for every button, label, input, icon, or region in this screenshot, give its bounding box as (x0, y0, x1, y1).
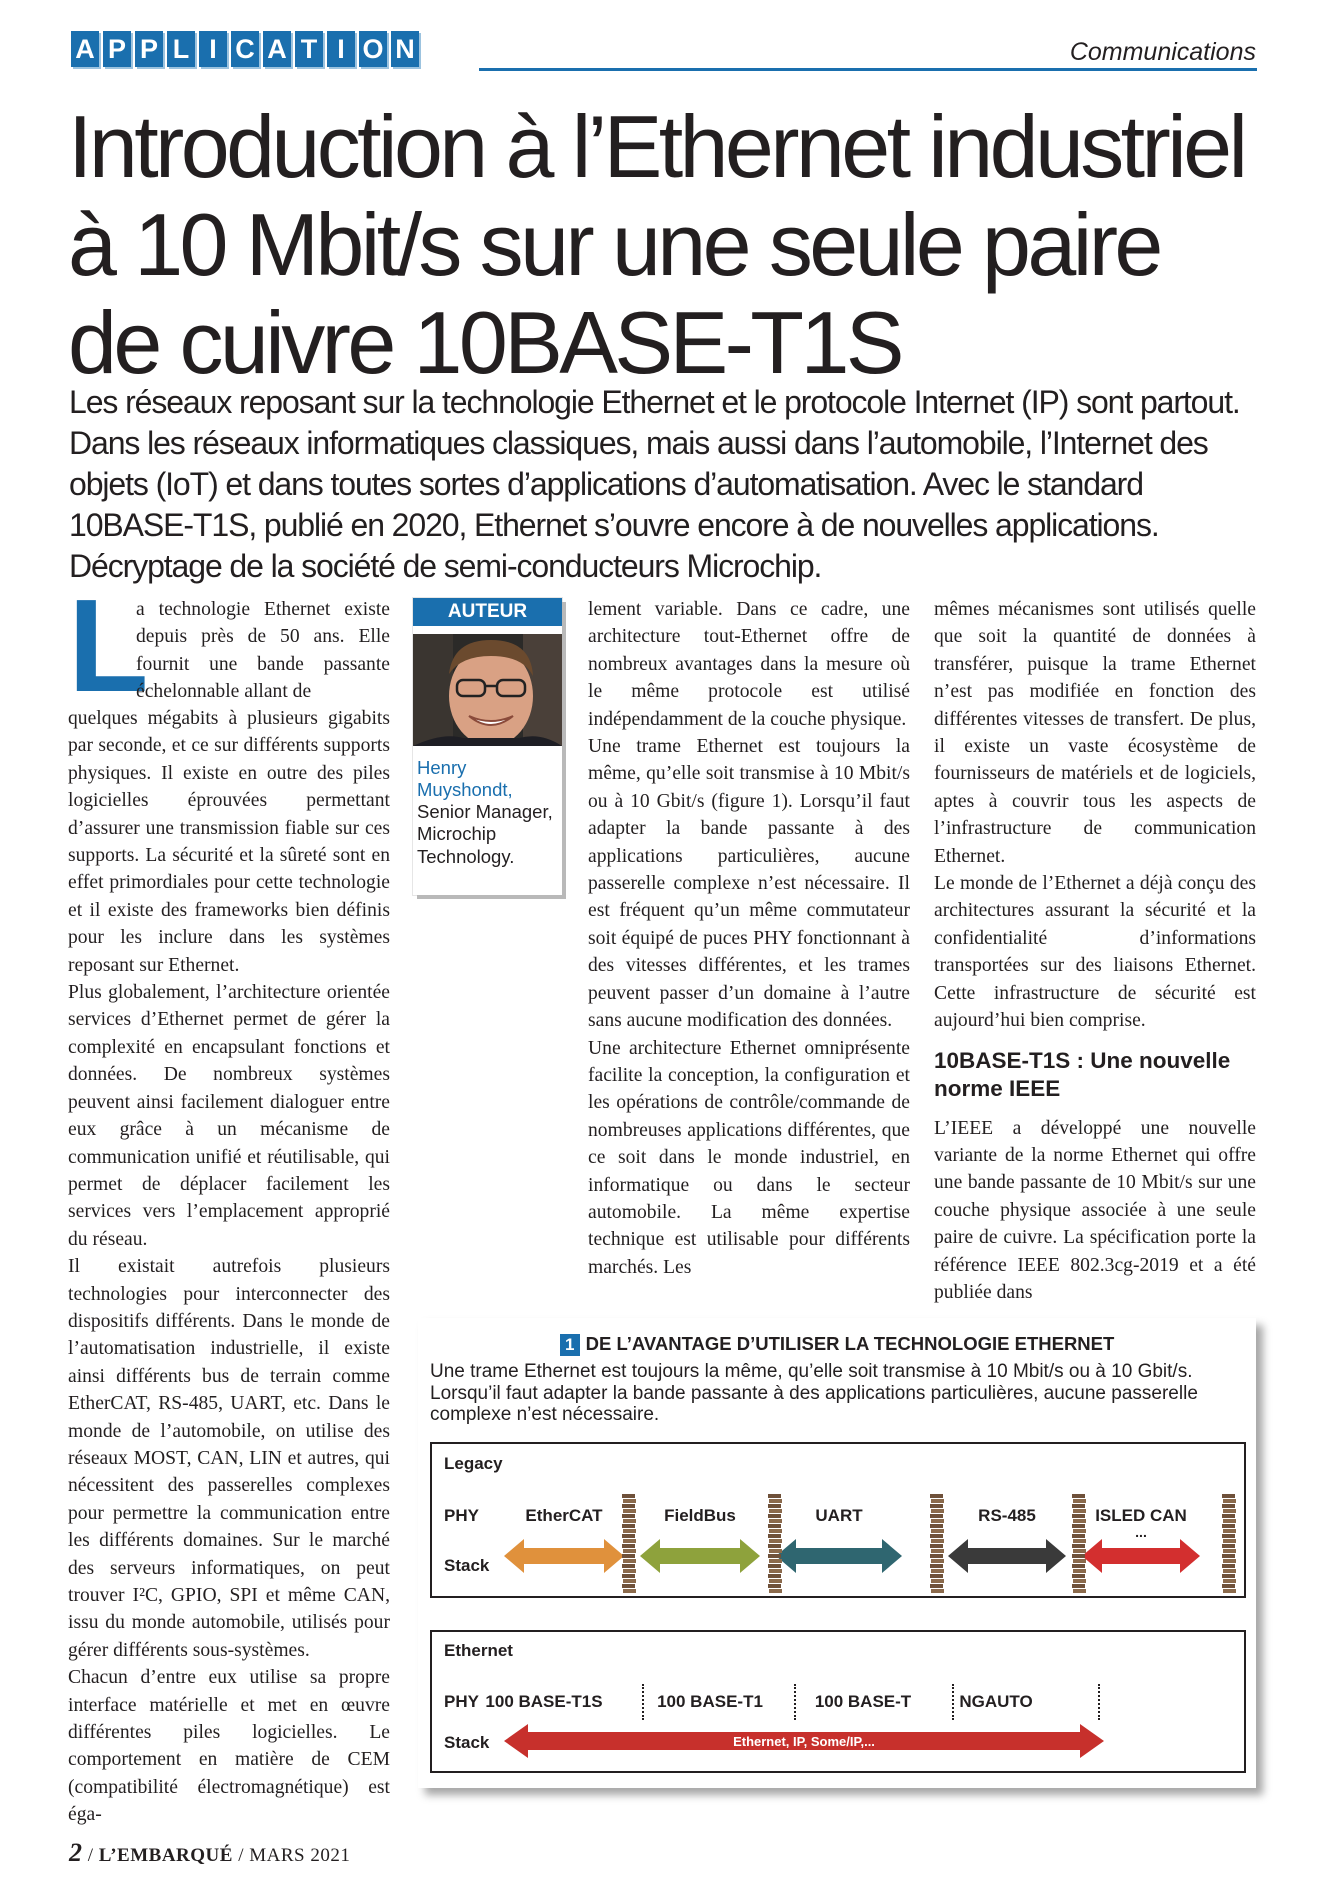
gateway-bar (768, 1494, 782, 1594)
ethernet-column-label: NGAUTO (959, 1692, 1033, 1711)
ethernet-divider (952, 1684, 954, 1720)
header-rule (479, 68, 1257, 71)
legacy-column-label: RS-485 (978, 1506, 1036, 1525)
gateway-bar (930, 1494, 944, 1594)
ethernet-stack-text: Ethernet, IP, Some/IP,... (733, 1733, 875, 1749)
body-paragraph: Une trame Ethernet est toujours la même, qu’elle soit transmise à 10 Mbit/s ou à 10 Gbit/s (figure 1). Lorsqu’il faut adapter la bande passante à des applications particulières, aucune passerelle complexe n’est nécessaire. Il est fréquent qu’un même commutateur soit équipé de puces PHY fonctionnant à des vitesses différentes, et les trames peuvent passer d’un domaine à l’autre sans aucune modification des données. (588, 736, 910, 1032)
gateway-bar (1072, 1494, 1086, 1594)
ethernet-divider (1098, 1684, 1100, 1720)
page-footer: 2 / L’EMBARQUÉ / MARS 2021 (69, 1838, 351, 1867)
stack-row-label: Stack (444, 1556, 490, 1575)
body-column-3 (588, 596, 910, 1281)
legacy-stack-arrow (1082, 1537, 1200, 1575)
more-columns-ellipsis: ... (1135, 1524, 1147, 1540)
subheading: 10BASE-T1S : Une nouvelle norme IEEE (934, 1047, 1231, 1101)
body-paragraph: mêmes mécanismes sont utilisés quelle que soit la quantité de données à transférer, puisque la trame Ethernet n’est pas modifiée en fonction des différentes vitesses de transfert. De plus, il existe un vaste écosystème de fournisseurs de matériels et de logiciels, aptes à couvrir tous les aspects de l’infrastructure de communication Ethernet. (934, 599, 1256, 867)
body-paragraph: Chacun d’entre eux utilise sa propre interface matérielle et met en œuvre différentes piles logicielles. Le comportement en matière de CEM (compatibilité électromagnétique) est éga- (68, 1667, 390, 1826)
section-letter: L (167, 31, 195, 67)
section-letter: T (295, 31, 323, 67)
body-paragraph: Plus globalement, l’architecture orientée services d’Ethernet permet de gérer la complexité en encapsulant fonctions et données. De nombreux systèmes peuvent ainsi facilement dialoguer entre eux grâce à un mécanisme de communication unifié et réutilisable, qui permet de déplacer facilement les services vers l’emplacement approprié du réseau. (68, 982, 390, 1250)
gateway-bar (1222, 1494, 1236, 1594)
figure-title (418, 1333, 1256, 1356)
legacy-label: Legacy (444, 1454, 503, 1473)
section-letter: I (199, 31, 227, 67)
ethernet-column-label: 100 BASE-T1S (485, 1692, 603, 1711)
article-title: Introduction à l’Ethernet industriel à 10 Mbit/s sur une seule paire de cuivre 10BASE-T1S (68, 97, 1245, 392)
figure-number: 1 (560, 1334, 580, 1356)
issue-date: MARS 2021 (249, 1845, 351, 1866)
ethernet-divider (794, 1684, 796, 1720)
section-letter: P (103, 31, 131, 67)
phy-row-label: PHY (444, 1692, 479, 1711)
legacy-stack-arrow (640, 1537, 760, 1575)
section-letter: C (231, 31, 259, 67)
page-number: 2 (69, 1838, 83, 1867)
author-name: Henry Muyshondt, (417, 757, 513, 801)
section-letter: I (327, 31, 355, 67)
body-paragraph: Il existait autrefois plusieurs technologies pour interconnecter des dispositifs différents. Dans le monde de l’automatisation industrielle, il existe ainsi différents bus de terrain comme EtherCAT, RS-485, UART, etc. Dans le monde de l’automobile, on utilise des réseaux MOST, CAN, LIN et autres, qui nécessitent des passerelles complexes pour permettre la communication entre les différents domaines. Sur le marché des serveurs informatiques, on peut trouver I²C, GPIO, SPI et même CAN, issu du monde automobile, utilisés pour gérer différents sous-systèmes. (68, 1256, 390, 1661)
body-column-1 (68, 705, 390, 1829)
figure-title-text: DE L’AVANTAGE D’UTILISER LA TECHNOLOGIE ETHERNET (585, 1333, 1115, 1354)
section-letter: P (135, 31, 163, 67)
legacy-column-label: EtherCAT (525, 1506, 603, 1525)
body-paragraph: quelques mégabits à plusieurs gigabits par seconde, et ce sur différents supports physiques. Il existe en outre des piles logicielles éprouvées permettant d’assurer une transmission fiable sur ces supports. La sécurité et la sûreté sont en effet primordiales pour cette technologie et il existe des frameworks bien définis pour les inclure dans les systèmes reposant sur Ethernet. (68, 708, 390, 976)
body-paragraph: Le monde de l’Ethernet a déjà conçu des architectures assurant la sécurité et la confidentialité d’informations transportées sur des liaisons Ethernet. Cette infrastructure de sécurité est aujourd’hui bien comprise. (934, 873, 1256, 1032)
legacy-column-label: ISLED CAN (1095, 1506, 1187, 1525)
ethernet-column-label: 100 BASE-T1 (657, 1692, 763, 1711)
body-paragraph: lement variable. Dans ce cadre, une architecture tout-Ethernet offre de nombreux avantages dans la mesure où le même protocole est utilisé indépendamment de la couche physique. (588, 599, 910, 730)
body-col1-top (136, 596, 390, 706)
magazine-name: L’EMBARQUÉ (98, 1845, 233, 1866)
author-label: AUTEUR (413, 598, 562, 626)
article-lead: Les réseaux reposant sur la technologie Ethernet et le protocole Internet (IP) sont partout. Dans les réseaux informatiques classiques, mais aussi dans l’automobile, l’Internet des objets (IoT) et dans toutes sortes d’applications d’automatisation. Avec le standard 10BASE-T1S, publié en 2020, Ethernet s’ouvre encore à de nouvelles applications. Décryptage de la société de semi-conducteurs Microchip. (69, 384, 1240, 584)
section-letter: O (359, 31, 387, 67)
gateway-bar (622, 1494, 636, 1594)
section-letter: A (263, 31, 291, 67)
section-letter: N (391, 31, 419, 67)
body-paragraph: L’IEEE a développé une nouvelle variante de la norme Ethernet qui offre une bande passante de 10 Mbit/s sur une couche physique associée à une seule paire de cuivre. La spécification porte la référence IEEE 802.3cg-2019 et a été publiée dans (934, 1117, 1256, 1303)
legacy-stack-arrow (504, 1537, 624, 1575)
author-role: Senior Manager, Microchip Technology. (417, 801, 553, 867)
phy-row-label: PHY (444, 1506, 479, 1525)
ethernet-divider (642, 1684, 644, 1720)
figure-1 (418, 1318, 1256, 1788)
section-label-application (71, 31, 419, 67)
drop-cap: L (68, 572, 149, 719)
category-label: Communications (1069, 38, 1256, 66)
legacy-column-label: FieldBus (664, 1506, 736, 1525)
body-paragraph: Une architecture Ethernet omniprésente facilite la conception, la configuration et les opérations de contrôle/commande de nombreuses applications différentes, que ce soit dans le monde industriel, en informatique ou dans le secteur automobile. La même expertise technique est utilisable pour différents marchés. Les (588, 1037, 910, 1278)
ethernet-column-label: 100 BASE-T (814, 1692, 912, 1711)
legacy-panel (430, 1442, 1246, 1598)
ethernet-label: Ethernet (444, 1641, 513, 1660)
legacy-stack-arrow (948, 1537, 1066, 1575)
legacy-column-label: UART (815, 1506, 863, 1525)
section-letter: A (71, 31, 99, 67)
body-column-4 (934, 596, 1256, 1306)
body-paragraph: a technologie Ethernet existe depuis près de 50 ans. Elle fournit une bande passante échelonnable allant de (136, 599, 390, 703)
figure-caption: Une trame Ethernet est toujours la même, qu’elle soit transmise à 10 Mbit/s ou à 10 Gbit/s. Lorsqu’il faut adapter la bande passante à des applications particulières, aucune passerelle complexe n’est nécessaire. (430, 1361, 1198, 1425)
author-photo (413, 634, 562, 746)
legacy-stack-arrow (776, 1537, 902, 1575)
stack-row-label: Stack (444, 1733, 490, 1752)
ethernet-panel (430, 1630, 1246, 1773)
author-box (413, 598, 562, 895)
